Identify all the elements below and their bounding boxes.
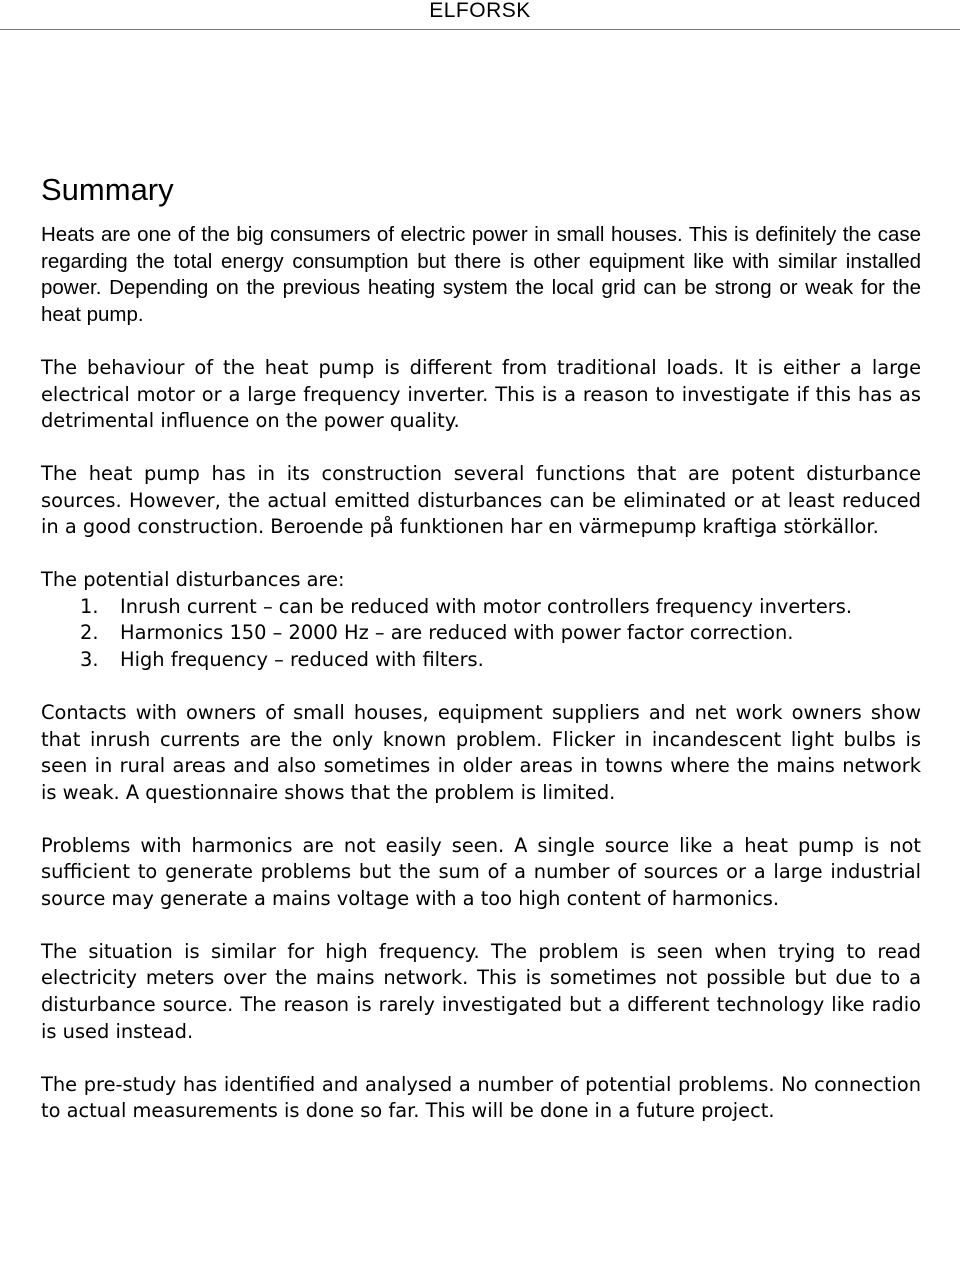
disturbances-intro: The potential disturbances are: [41, 568, 345, 592]
behaviour-text-2: It is either a large electrical motor or a large frequency inverter. [41, 355, 921, 406]
list-item [41, 647, 890, 674]
summary-paragraph-harmonics: Problems with harmonics are not easily seen. A single source like a heat pump is not sufficient to generate problems but the sum of a number of sources or a large industrial source may generate a mains voltage with a too high content of harmonics. [41, 833, 921, 911]
list-item [41, 620, 890, 647]
header-title: ELFORSK [429, 0, 531, 22]
summary-paragraph-pre-study: The pre-study has identified and analysed a number of potential problems. No connection to actual measurements is done so far. This will be done in a future project. [41, 1072, 921, 1123]
list-item-number: 3. [80, 648, 99, 672]
summary-paragraph-contacts: Contacts with owners of small houses, equipment suppliers and net work owners show that inrush currents are the only known problem. Flicker in incandescent light bulbs is seen in rural areas and also sometimes in older areas in towns where the mains network is weak. A questionnaire shows that the problem is limited. [41, 700, 921, 804]
disturbances-list [41, 594, 921, 674]
list-item [41, 594, 890, 621]
summary-paragraph-intro [41, 222, 921, 329]
summary-paragraph-high-frequency: The situation is similar for high frequency. The problem is seen when trying to read electricity meters over the mains network. This is sometimes not possible but due to a disturbance source. The reason is rarely investigated but a different technology like radio is used instead. [41, 939, 921, 1043]
summary-paragraph-behaviour [41, 355, 921, 435]
construction-text: The heat pump has in its construction several functions that are potent disturbance sources. However, the actual emitted disturbances can be eliminated or at least reduced in a good construction. Beroende på funktionen har en värmepump kraftiga störkällor. [41, 461, 921, 539]
intro-text: Heats are one of the big consumers of electric power in small houses. This is definitely the case regarding the total energy consumption but there is other equipment like with similar installed power. Depending on the previous heating system the local grid can be strong or weak for the heat pump. [41, 223, 921, 327]
list-item-text: Harmonics 150 – 2000 Hz – are reduced with power factor correction. [120, 621, 794, 645]
summary-section [41, 170, 921, 1125]
behaviour-text-1: The behaviour of the heat pump is different from traditional loads. [41, 355, 725, 379]
list-item-text: High frequency – reduced with filters. [120, 648, 484, 672]
list-item-number: 1. [80, 594, 99, 618]
list-item-number: 2. [80, 621, 99, 645]
page-header [0, 0, 960, 30]
list-item-text: Inrush current – can be reduced with motor controllers frequency inverters. [120, 594, 853, 618]
behaviour-text-3: This is a reason to investigate if this has as detrimental influence on the power quality. [41, 382, 921, 433]
page-title: Summary [41, 172, 174, 207]
summary-paragraph-construction [41, 461, 921, 541]
